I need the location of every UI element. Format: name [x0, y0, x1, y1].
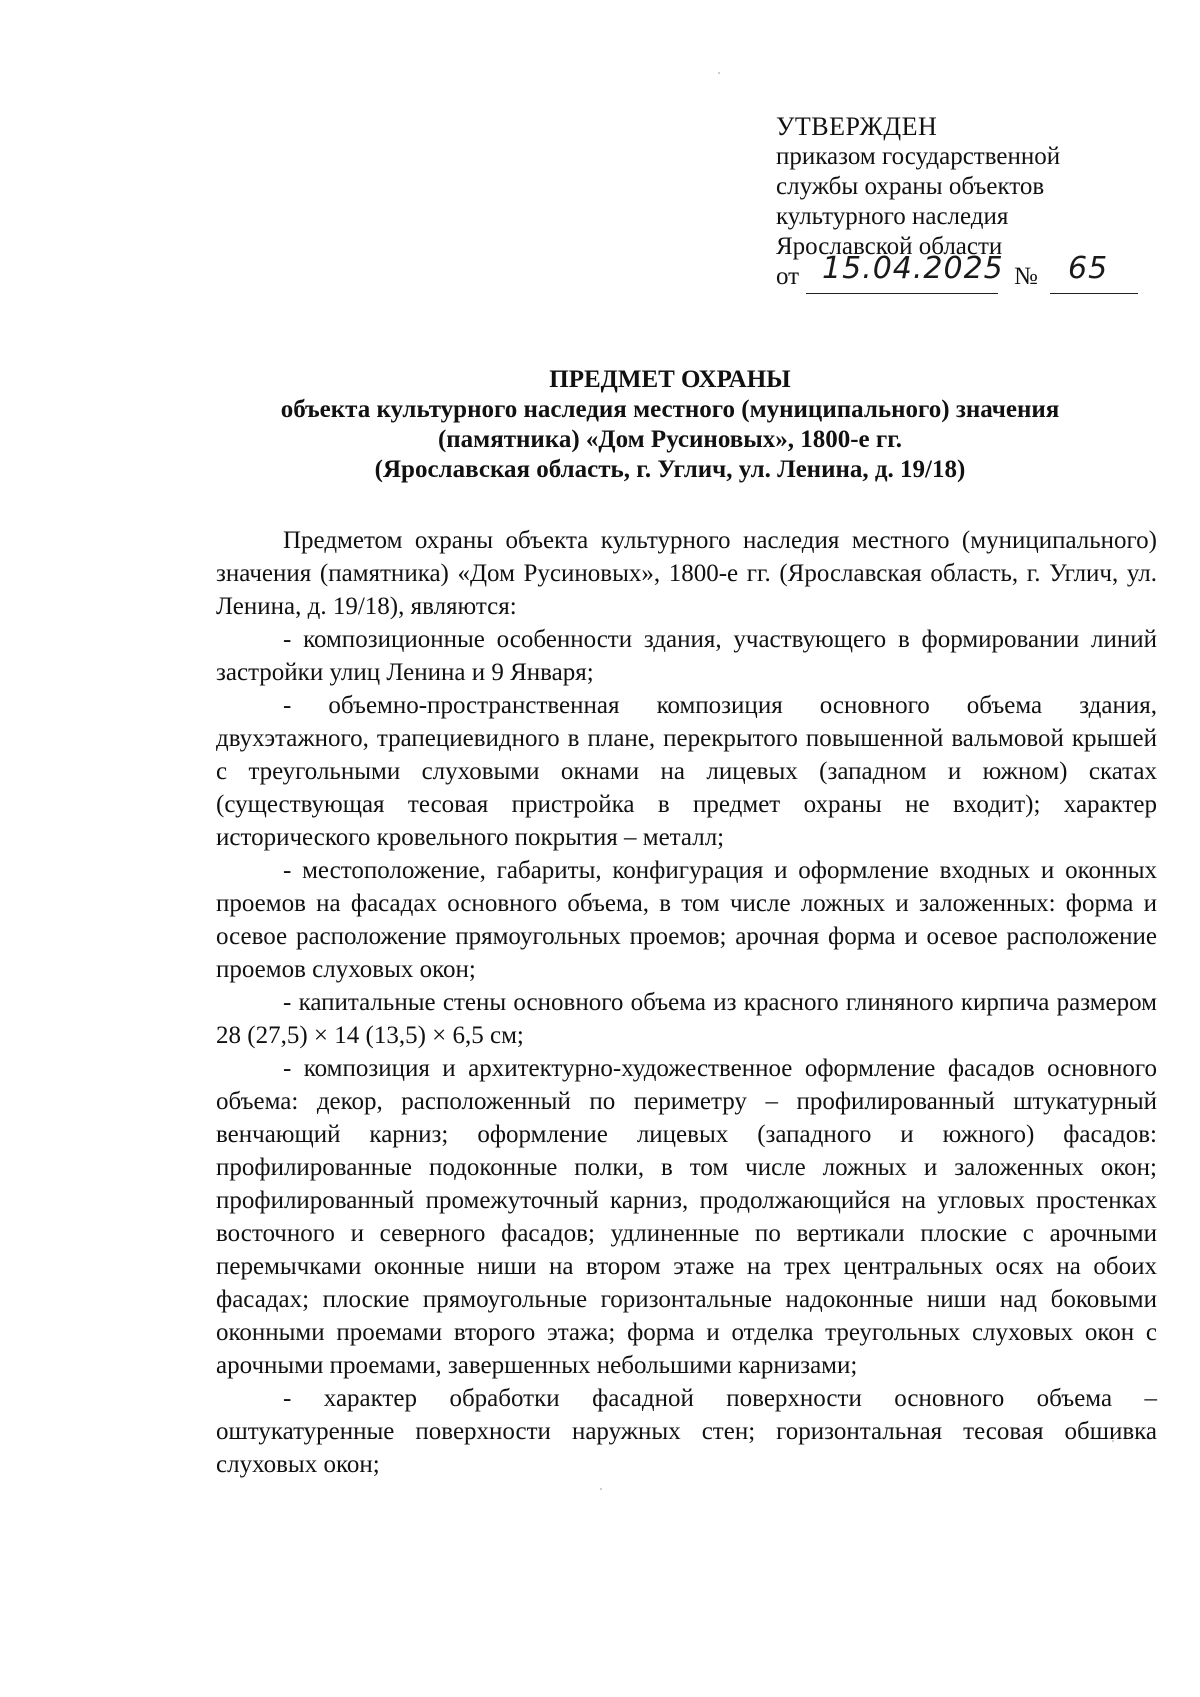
handwritten-date: 15.04.2025	[822, 251, 1004, 286]
approval-line: приказом государственной	[776, 143, 1061, 170]
list-item: - местоположение, габариты, конфигурация и оформление входных и оконных проемов на фасадах основного объема, в том числе ложных и заложенных: форма и осевое расположение прямоугольных проемов; арочная форма и осевое расположение проемов слуховых окон;	[216, 857, 1157, 983]
number-label: №	[1014, 263, 1038, 290]
approval-date-row	[776, 251, 1156, 296]
date-underline	[806, 293, 998, 294]
date-label: от	[776, 263, 800, 290]
list-item: - композиция и архитектурно-художественное оформление фасадов основного объема: декор, расположенный по периметру – профилированный штукатурный венчающий карниз; оформление лицевых (западного и южного) фасадов: профилированные подоконные полки, в том числе ложных и заложенных окон; профилированный промежуточный карниз, продолжающийся на угловых простенках восточного и северного фасадов; удлиненные по вертикали плоские с арочными перемычками оконные ниши на втором этаже на трех центральных осях на обоих фасадах; плоские прямоугольные горизонтальные надоконные ниши над боковыми оконными проемами второго этажа; форма и отделка треугольных слуховых окон с арочными проемами, завершенных небольшими карнизами;	[216, 1055, 1157, 1379]
list-item: - объемно-пространственная композиция основного объема здания, двухэтажного, трапециевидного в плане, перекрытого повышенной вальмовой крышей с треугольными слуховыми окнами на лицевых (западном и южном) скатах (существующая тесовая пристройка в предмет охраны не входит); характер исторического кровельного покрытия – металл;	[216, 692, 1157, 851]
number-underline	[1050, 293, 1138, 294]
approval-block	[776, 112, 1156, 296]
handwritten-number: 65	[1068, 251, 1109, 286]
list-item: - капитальные стены основного объема из красного глиняного кирпича размером 28 (27,5) × 14 (13,5) × 6,5 см;	[216, 989, 1157, 1049]
list-item: - композиционные особенности здания, участвующего в формировании линий застройки улиц Ленина и 9 Января;	[216, 626, 1157, 686]
scan-speck	[718, 72, 720, 74]
title-line: (памятника) «Дом Русиновых», 1800-е гг.	[437, 426, 903, 453]
intro-paragraph: Предметом охраны объекта культурного наследия местного (муниципального) значения (памятника) «Дом Русиновых», 1800-е гг. (Ярославская область, г. Углич, ул. Ленина, д. 19/18), являются:	[216, 527, 1157, 620]
title-line: (Ярославская область, г. Углич, ул. Ленина, д. 19/18)	[374, 456, 966, 483]
document-title	[150, 365, 1190, 485]
title-line: ПРЕДМЕТ ОХРАНЫ	[549, 366, 791, 393]
approval-line: службы охраны объектов	[776, 173, 1045, 200]
approval-line: Ярославской области	[776, 233, 1003, 260]
list-item: - характер обработки фасадной поверхности основного объема – оштукатуренные поверхности наружных стен; горизонтальная тесовая обшивка слуховых окон;	[216, 1385, 1157, 1478]
title-line: объекта культурного наследия местного (муниципального) значения	[280, 396, 1060, 423]
document-body	[216, 524, 1157, 1481]
approval-line: культурного наследия	[776, 203, 1009, 230]
scan-speck	[600, 1488, 602, 1490]
approval-heading: УТВЕРЖДЕН	[776, 112, 938, 141]
